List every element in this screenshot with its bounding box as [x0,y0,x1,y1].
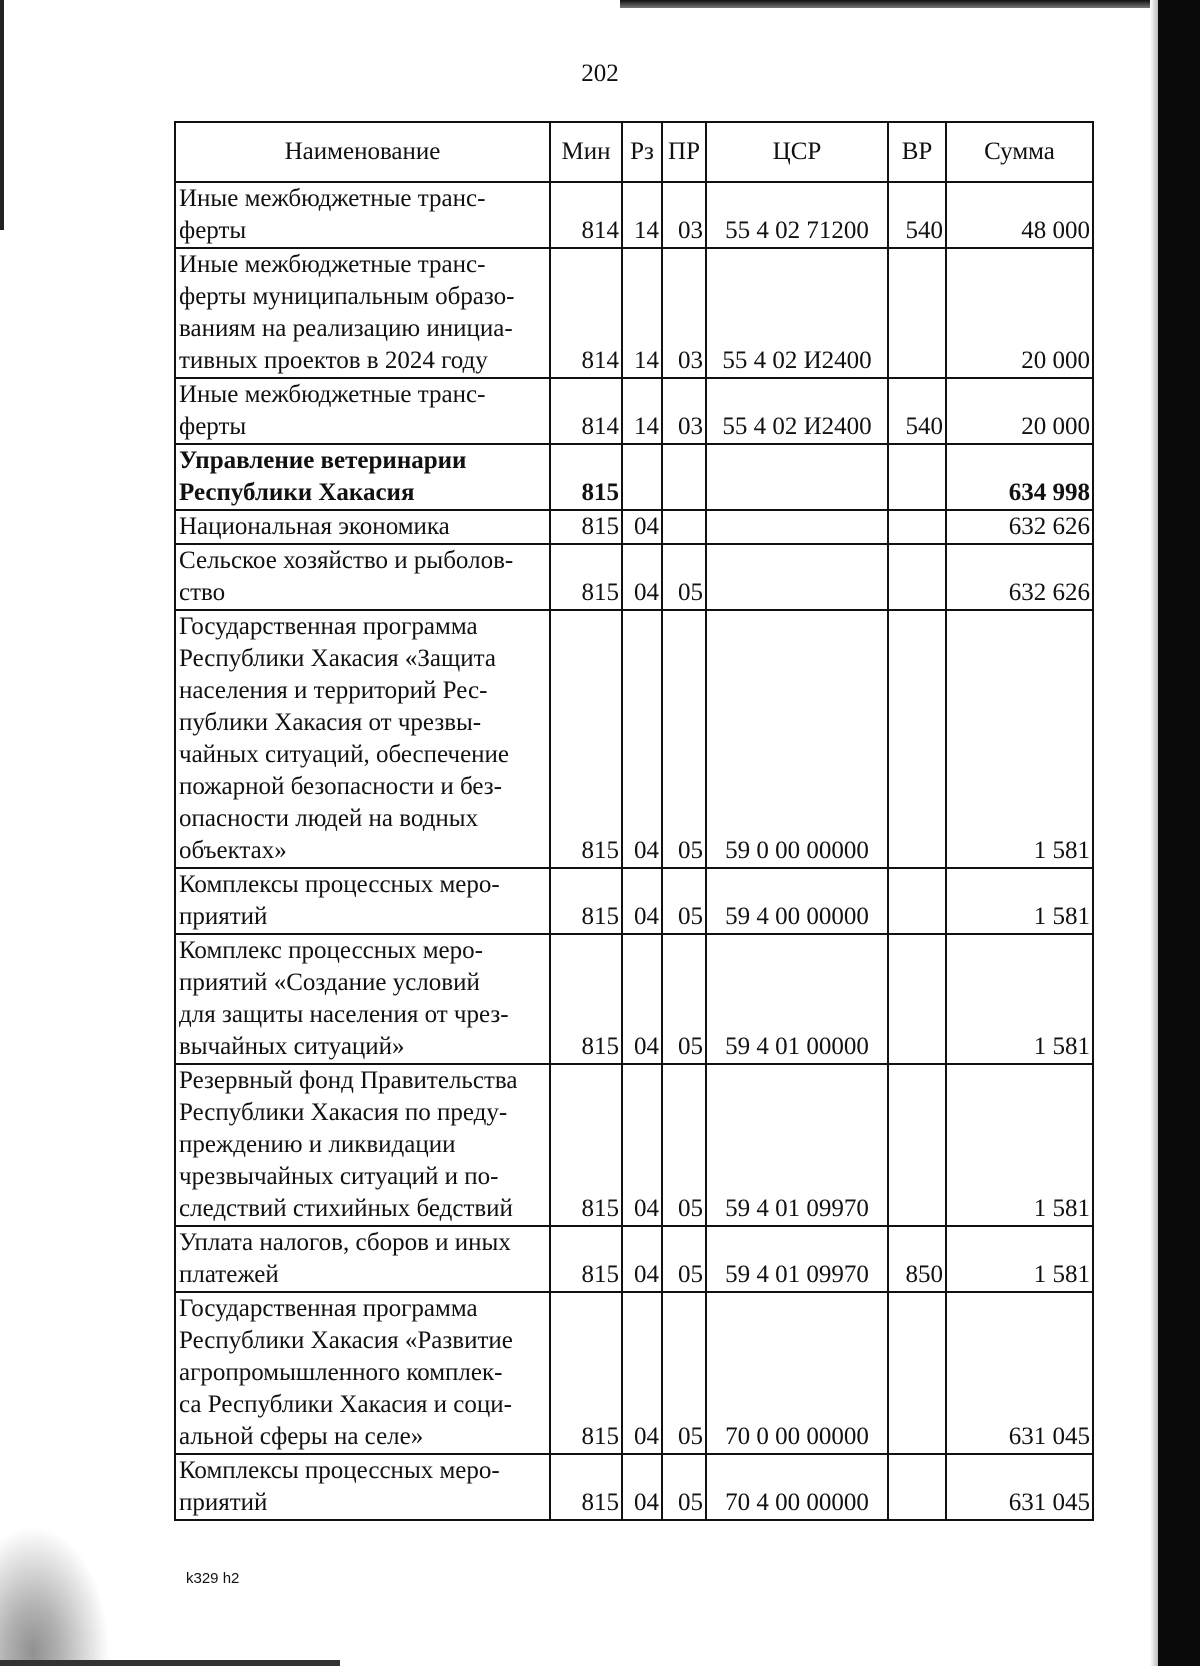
cell-pr: 03 [662,248,706,378]
cell-min: 815 [550,934,622,1064]
cell-pr: 05 [662,868,706,934]
cell-min: 814 [550,182,622,248]
cell-name: Государственная программа Республики Хакасия «Защита населения и территорий Рес- публики Хакасия от чрезвы- чайных ситуаций, обеспечение пожарной безопасности и без- опасности людей на водных объектах» [175,610,550,868]
cell-name: Управление ветеринарии Республики Хакасия [175,444,550,510]
table-row [175,1064,1093,1226]
cell-name: Иные межбюджетные транс- ферты муниципальным образо- ваниям на реализацию инициа- тивных проектов в 2024 году [175,248,550,378]
cell-csr: 70 4 00 00000 [706,1454,888,1520]
cell-min: 815 [550,868,622,934]
header-pr: ПР [662,122,706,182]
budget-table [174,121,1094,1521]
cell-pr: 05 [662,1226,706,1292]
cell-name: Резервный фонд Правительства Республики Хакасия по преду- преждению и ликвидации чрезвычайных ситуаций и по- следствий стихийных бедствий [175,1064,550,1226]
cell-vr [888,934,946,1064]
cell-min: 815 [550,610,622,868]
cell-min: 815 [550,510,622,544]
cell-vr [888,248,946,378]
cell-sum: 1 581 [946,934,1093,1064]
header-vr: ВР [888,122,946,182]
cell-vr [888,610,946,868]
cell-pr: 03 [662,378,706,444]
header-min: Мин [550,122,622,182]
cell-sum: 1 581 [946,1226,1093,1292]
cell-rz: 04 [622,1292,662,1454]
cell-rz: 14 [622,182,662,248]
cell-rz: 04 [622,510,662,544]
cell-pr: 05 [662,1454,706,1520]
cell-sum: 20 000 [946,248,1093,378]
table-row [175,610,1093,868]
cell-csr: 59 4 00 00000 [706,868,888,934]
table-row [175,378,1093,444]
table-row [175,248,1093,378]
cell-sum: 48 000 [946,182,1093,248]
page-number: 202 [581,60,619,87]
table-body [175,182,1093,1520]
cell-csr: 59 0 00 00000 [706,610,888,868]
cell-rz: 04 [622,1226,662,1292]
cell-min: 815 [550,1064,622,1226]
cell-vr: 850 [888,1226,946,1292]
cell-vr [888,444,946,510]
cell-sum: 1 581 [946,1064,1093,1226]
table-row [175,1292,1093,1454]
cell-vr [888,1292,946,1454]
table-row [175,510,1093,544]
cell-vr [888,1064,946,1226]
table-row [175,934,1093,1064]
scan-edge-left [0,0,4,230]
cell-sum: 632 626 [946,544,1093,610]
cell-csr [706,544,888,610]
scan-shadow-right [1150,0,1158,1666]
cell-csr: 59 4 01 00000 [706,934,888,1064]
cell-rz: 04 [622,1454,662,1520]
scan-edge-bottom [0,1660,340,1666]
table-row [175,1454,1093,1520]
cell-sum: 631 045 [946,1292,1093,1454]
cell-sum: 20 000 [946,378,1093,444]
cell-pr: 05 [662,1064,706,1226]
cell-min: 814 [550,378,622,444]
cell-csr: 55 4 02 И2400 [706,378,888,444]
cell-rz [622,444,662,510]
cell-name: Уплата налогов, сборов и иных платежей [175,1226,550,1292]
cell-vr [888,868,946,934]
cell-sum: 1 581 [946,610,1093,868]
cell-csr: 59 4 01 09970 [706,1064,888,1226]
cell-rz: 04 [622,934,662,1064]
table-row [175,544,1093,610]
cell-csr: 55 4 02 71200 [706,182,888,248]
cell-min: 815 [550,1292,622,1454]
cell-vr [888,1454,946,1520]
header-sum: Сумма [946,122,1093,182]
table-row [175,182,1093,248]
footer-code: k329 h2 [186,1570,240,1587]
cell-min: 815 [550,1226,622,1292]
header-name: Наименование [175,122,550,182]
cell-csr [706,510,888,544]
cell-csr: 70 0 00 00000 [706,1292,888,1454]
cell-rz: 04 [622,1064,662,1226]
cell-pr: 03 [662,182,706,248]
cell-pr: 05 [662,1292,706,1454]
cell-min: 815 [550,444,622,510]
cell-name: Иные межбюджетные транс- ферты [175,378,550,444]
cell-name: Национальная экономика [175,510,550,544]
cell-pr [662,444,706,510]
cell-sum: 634 998 [946,444,1093,510]
cell-vr [888,510,946,544]
cell-rz: 04 [622,610,662,868]
cell-sum: 632 626 [946,510,1093,544]
cell-csr: 55 4 02 И2400 [706,248,888,378]
cell-pr: 05 [662,934,706,1064]
cell-name: Иные межбюджетные транс- ферты [175,182,550,248]
cell-name: Комплексы процессных меро- приятий [175,868,550,934]
header-csr: ЦСР [706,122,888,182]
cell-min: 814 [550,248,622,378]
cell-vr: 540 [888,182,946,248]
table-header-row [175,122,1093,182]
cell-csr [706,444,888,510]
cell-name: Комплексы процессных меро- приятий [175,1454,550,1520]
table-row [175,868,1093,934]
cell-csr: 59 4 01 09970 [706,1226,888,1292]
cell-vr [888,544,946,610]
cell-name: Государственная программа Республики Хакасия «Развитие агропромышленного комплек- са Республики Хакасия и соци- альной сферы на селе» [175,1292,550,1454]
cell-rz: 04 [622,868,662,934]
table-row [175,1226,1093,1292]
cell-min: 815 [550,1454,622,1520]
cell-pr: 05 [662,544,706,610]
cell-sum: 1 581 [946,868,1093,934]
scan-edge-right [1158,0,1200,1666]
cell-name: Комплекс процессных меро- приятий «Создание условий для защиты населения от чрез- вычайных ситуаций» [175,934,550,1064]
cell-rz: 14 [622,378,662,444]
cell-name: Сельское хозяйство и рыболов- ство [175,544,550,610]
scan-edge-top [620,0,1160,8]
cell-rz: 04 [622,544,662,610]
table-row [175,444,1093,510]
cell-sum: 631 045 [946,1454,1093,1520]
scan-smudge [0,1526,110,1666]
header-rz: Рз [622,122,662,182]
cell-min: 815 [550,544,622,610]
cell-rz: 14 [622,248,662,378]
cell-vr: 540 [888,378,946,444]
cell-pr: 05 [662,610,706,868]
cell-pr [662,510,706,544]
